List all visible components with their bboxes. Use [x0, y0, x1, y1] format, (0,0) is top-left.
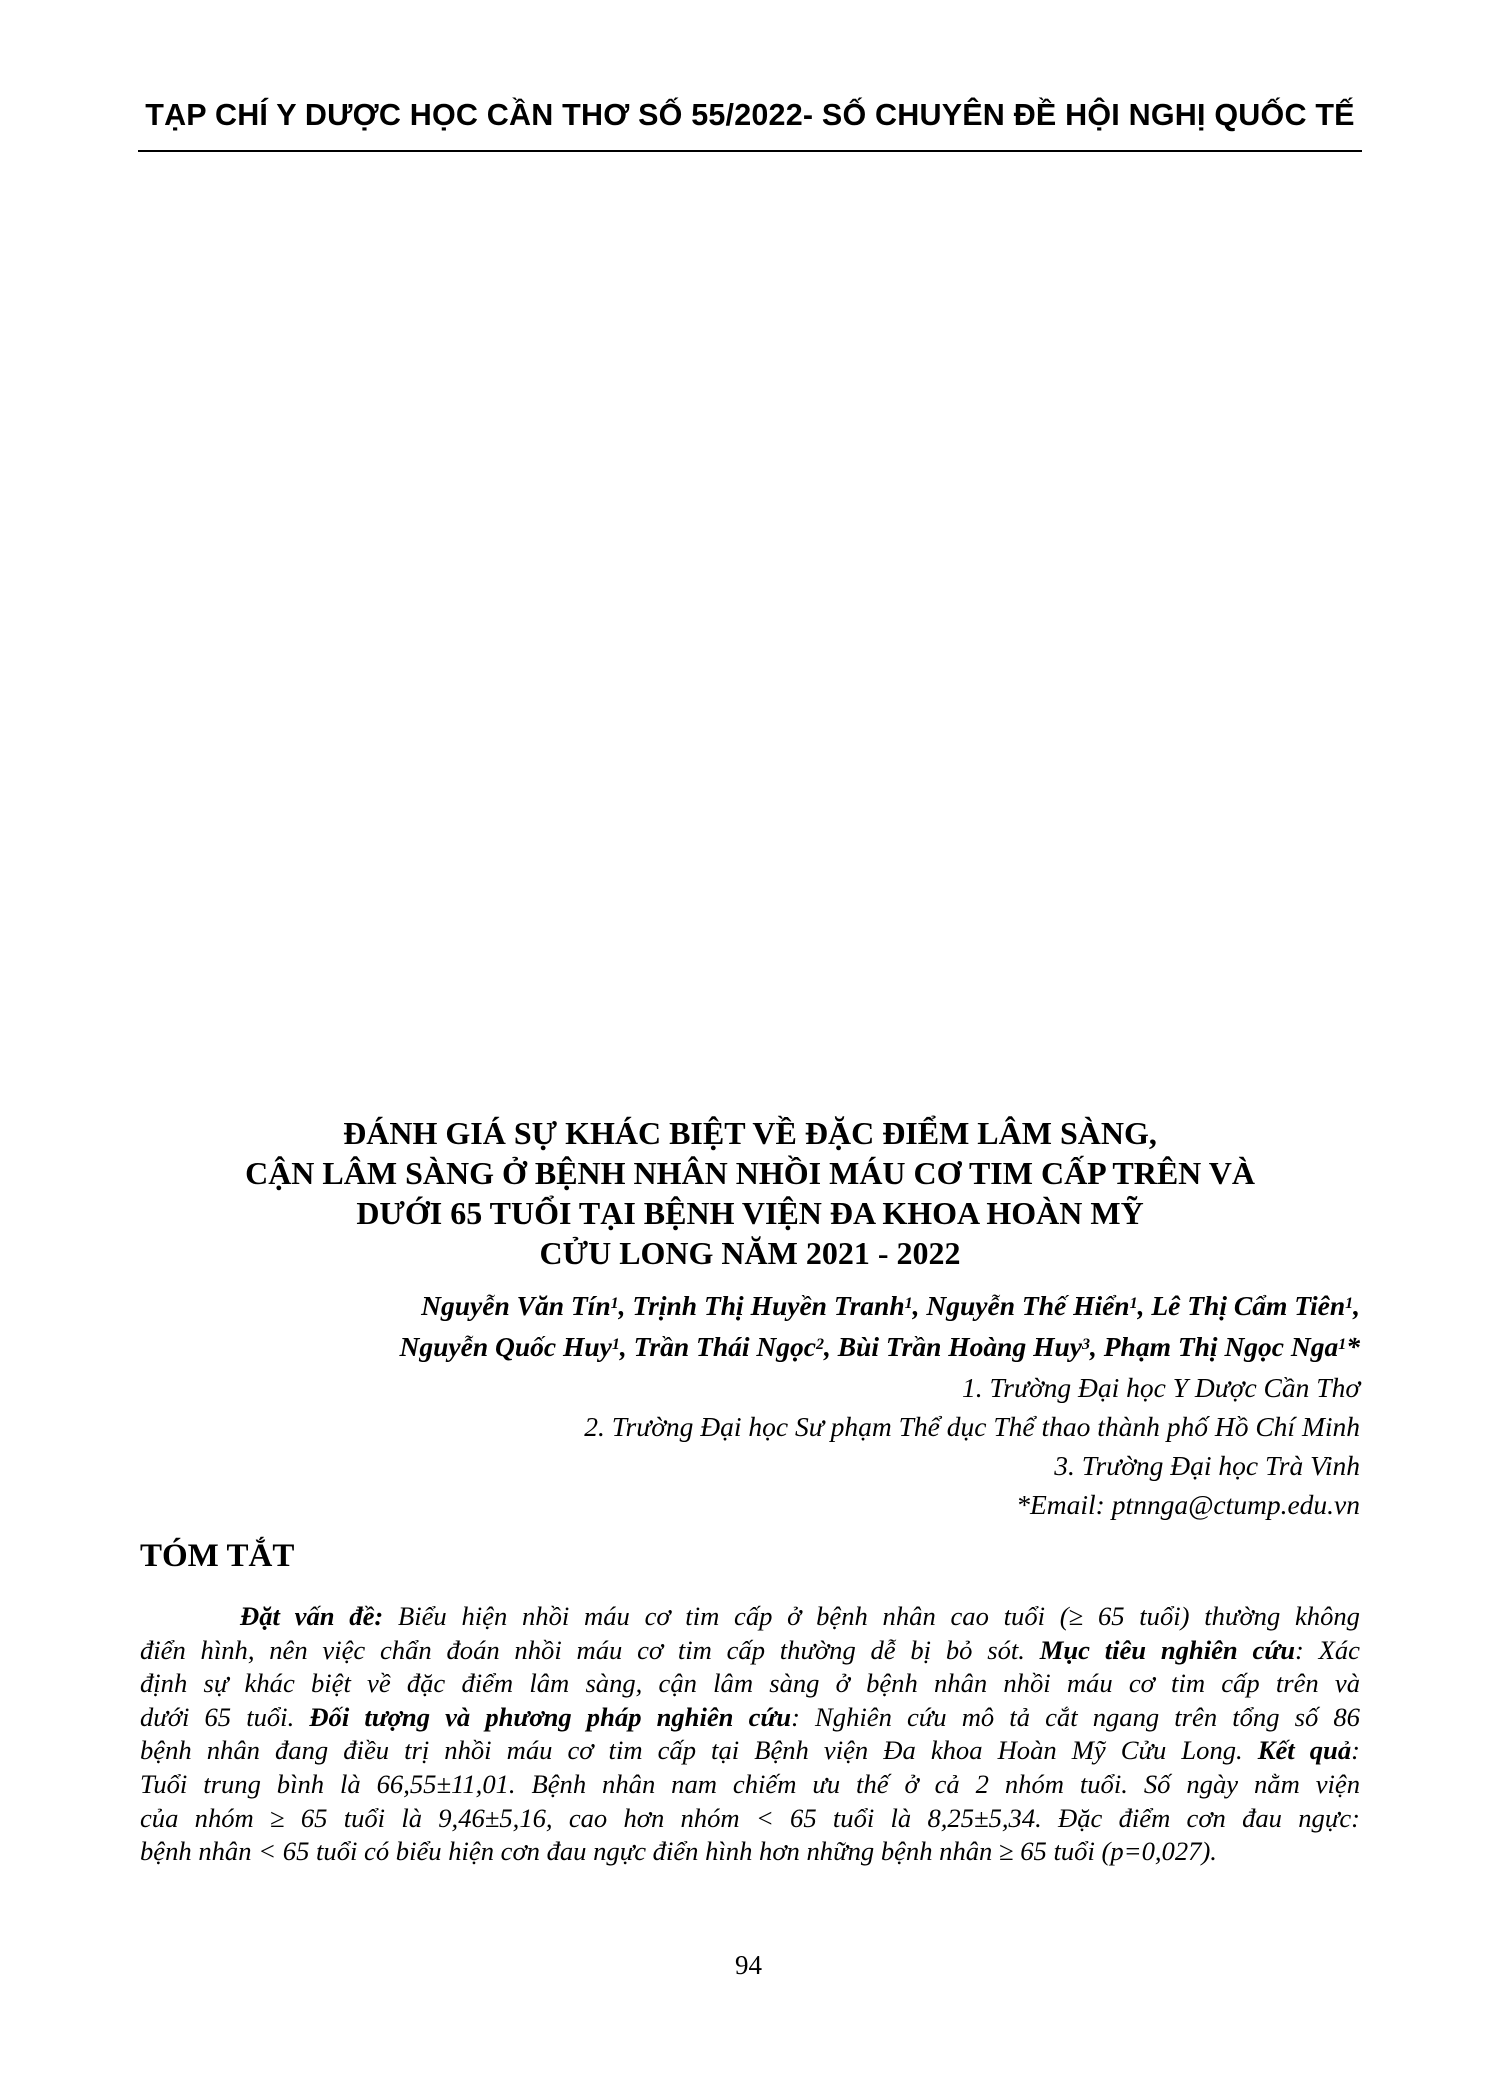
author-separator: , [619, 1331, 634, 1362]
abstract-text: bệnh nhân < 65 tuổi có biểu hiện cơn đau ngực điển hình hơn những bệnh nhân ≥ 65 tuổi (p=0,027). [140, 1836, 1217, 1867]
header-divider [138, 150, 1362, 152]
abstract-heading: TÓM TẮT [140, 1538, 295, 1574]
abstract-line [140, 1667, 1360, 1701]
abstract-text: của nhóm ≥ 65 tuổi là 9,46±5,16, cao hơn nhóm < 65 tuổi là 8,25±5,34. Đặc điểm cơn đau ngực: [140, 1802, 1360, 1833]
author-list [400, 1285, 1360, 1367]
abstract-line [140, 1634, 1360, 1668]
author-line [400, 1285, 1360, 1326]
abstract-line [140, 1734, 1360, 1768]
author-affiliation-mark: 1 [1129, 1295, 1138, 1312]
abstract-text: dưới 65 tuổi. [140, 1701, 310, 1732]
abstract-text: định sự khác biệt về đặc điểm lâm sàng, cận lâm sàng ở bệnh nhân nhồi máu cơ tim cấp trên và [140, 1668, 1360, 1699]
abstract-line [140, 1701, 1360, 1735]
author-name: Nguyễn Quốc Huy [399, 1331, 612, 1362]
title-line: DƯỚI 65 TUỔI TẠI BỆNH VIỆN ĐA KHOA HOÀN MỸ [356, 1195, 1144, 1231]
author-affiliation-mark: 1 [610, 1295, 619, 1312]
abstract-section-label: Đặt vấn đề: [240, 1601, 384, 1631]
abstract-section-label: Mục tiêu nghiên cứu [1039, 1634, 1296, 1665]
abstract-line [140, 1768, 1360, 1802]
author-name: Nguyễn Thế Hiển [926, 1290, 1130, 1321]
abstract-text: Tuổi trung bình là 66,55±11,01. Bệnh nhân nam chiếm ưu thế ở cả 2 nhóm tuổi. Số ngày nằm viện [140, 1768, 1360, 1799]
page-number: 94 [735, 1950, 762, 1980]
author-affiliation-mark: 1 [611, 1336, 620, 1353]
abstract-line [140, 1835, 1360, 1869]
affiliation: 3. Trường Đại học Trà Vinh [1054, 1450, 1360, 1481]
author-separator: , [1089, 1331, 1104, 1362]
abstract-text: : Nghiên cứu mô tả cắt ngang trên tổng số 86 [791, 1701, 1360, 1732]
abstract-section-label: Đối tượng và phương pháp nghiên cứu [309, 1701, 792, 1732]
abstract-section-label: Kết quả [1257, 1735, 1352, 1766]
author-name: Phạm Thị Ngọc Nga [1103, 1331, 1339, 1362]
title-line: CỬU LONG NĂM 2021 - 2022 [539, 1235, 961, 1271]
author-affiliation-mark: 1 [904, 1295, 913, 1312]
affiliation-list [584, 1368, 1360, 1524]
abstract-line [140, 1802, 1360, 1836]
author-separator: , [1137, 1290, 1152, 1321]
author-affiliation-mark: 3 [1081, 1336, 1090, 1353]
author-name: Bùi Trần Hoàng Huy [837, 1331, 1082, 1362]
author-name: Lê Thị Cẩm Tiên [1151, 1290, 1346, 1321]
author-affiliation-mark: 1 [1345, 1295, 1354, 1312]
corresponding-author-mark: * [1346, 1331, 1360, 1362]
article-title [140, 1113, 1360, 1273]
abstract-line [140, 1600, 1360, 1634]
journal-header: TẠP CHÍ Y DƯỢC HỌC CẦN THƠ SỐ 55/2022- SỐ CHUYÊN ĐỀ HỘI NGHỊ QUỐC TẾ [145, 98, 1355, 132]
author-line [400, 1326, 1360, 1367]
abstract-body [140, 1600, 1360, 1869]
author-name: Trịnh Thị Huyền Tranh [632, 1290, 905, 1321]
author-affiliation-mark: 1 [1338, 1336, 1347, 1353]
author-separator: , [618, 1290, 633, 1321]
affiliation: 2. Trường Đại học Sư phạm Thể dục Thể thao thành phố Hồ Chí Minh [584, 1411, 1360, 1442]
author-separator: , [823, 1331, 838, 1362]
abstract-text: : [1351, 1735, 1360, 1766]
affiliation: 1. Trường Đại học Y Dược Cần Thơ [962, 1372, 1360, 1403]
author-name: Trần Thái Ngọc [633, 1331, 816, 1362]
title-line: CẬN LÂM SÀNG Ở BỆNH NHÂN NHỒI MÁU CƠ TIM CẤP TRÊN VÀ [245, 1155, 1255, 1191]
abstract-text: : Xác [1295, 1634, 1360, 1665]
author-separator: , [1353, 1290, 1360, 1321]
contact-email: *Email: ptnnga@ctump.edu.vn [1016, 1489, 1360, 1520]
title-line: ĐÁNH GIÁ SỰ KHÁC BIỆT VỀ ĐẶC ĐIỂM LÂM SÀNG, [343, 1115, 1157, 1151]
author-affiliation-mark: 2 [815, 1336, 824, 1353]
author-separator: , [912, 1290, 927, 1321]
author-name: Nguyễn Văn Tín [421, 1290, 611, 1321]
abstract-text: điển hình, nên việc chẩn đoán nhồi máu cơ tim cấp thường dễ bị bỏ sót. [140, 1634, 1040, 1665]
abstract-text: bệnh nhân đang điều trị nhồi máu cơ tim cấp tại Bệnh viện Đa khoa Hoàn Mỹ Cửu Long. [140, 1735, 1258, 1766]
abstract-text: Biểu hiện nhồi máu cơ tim cấp ở bệnh nhân cao tuổi (≥ 65 tuổi) thường không [383, 1601, 1360, 1631]
